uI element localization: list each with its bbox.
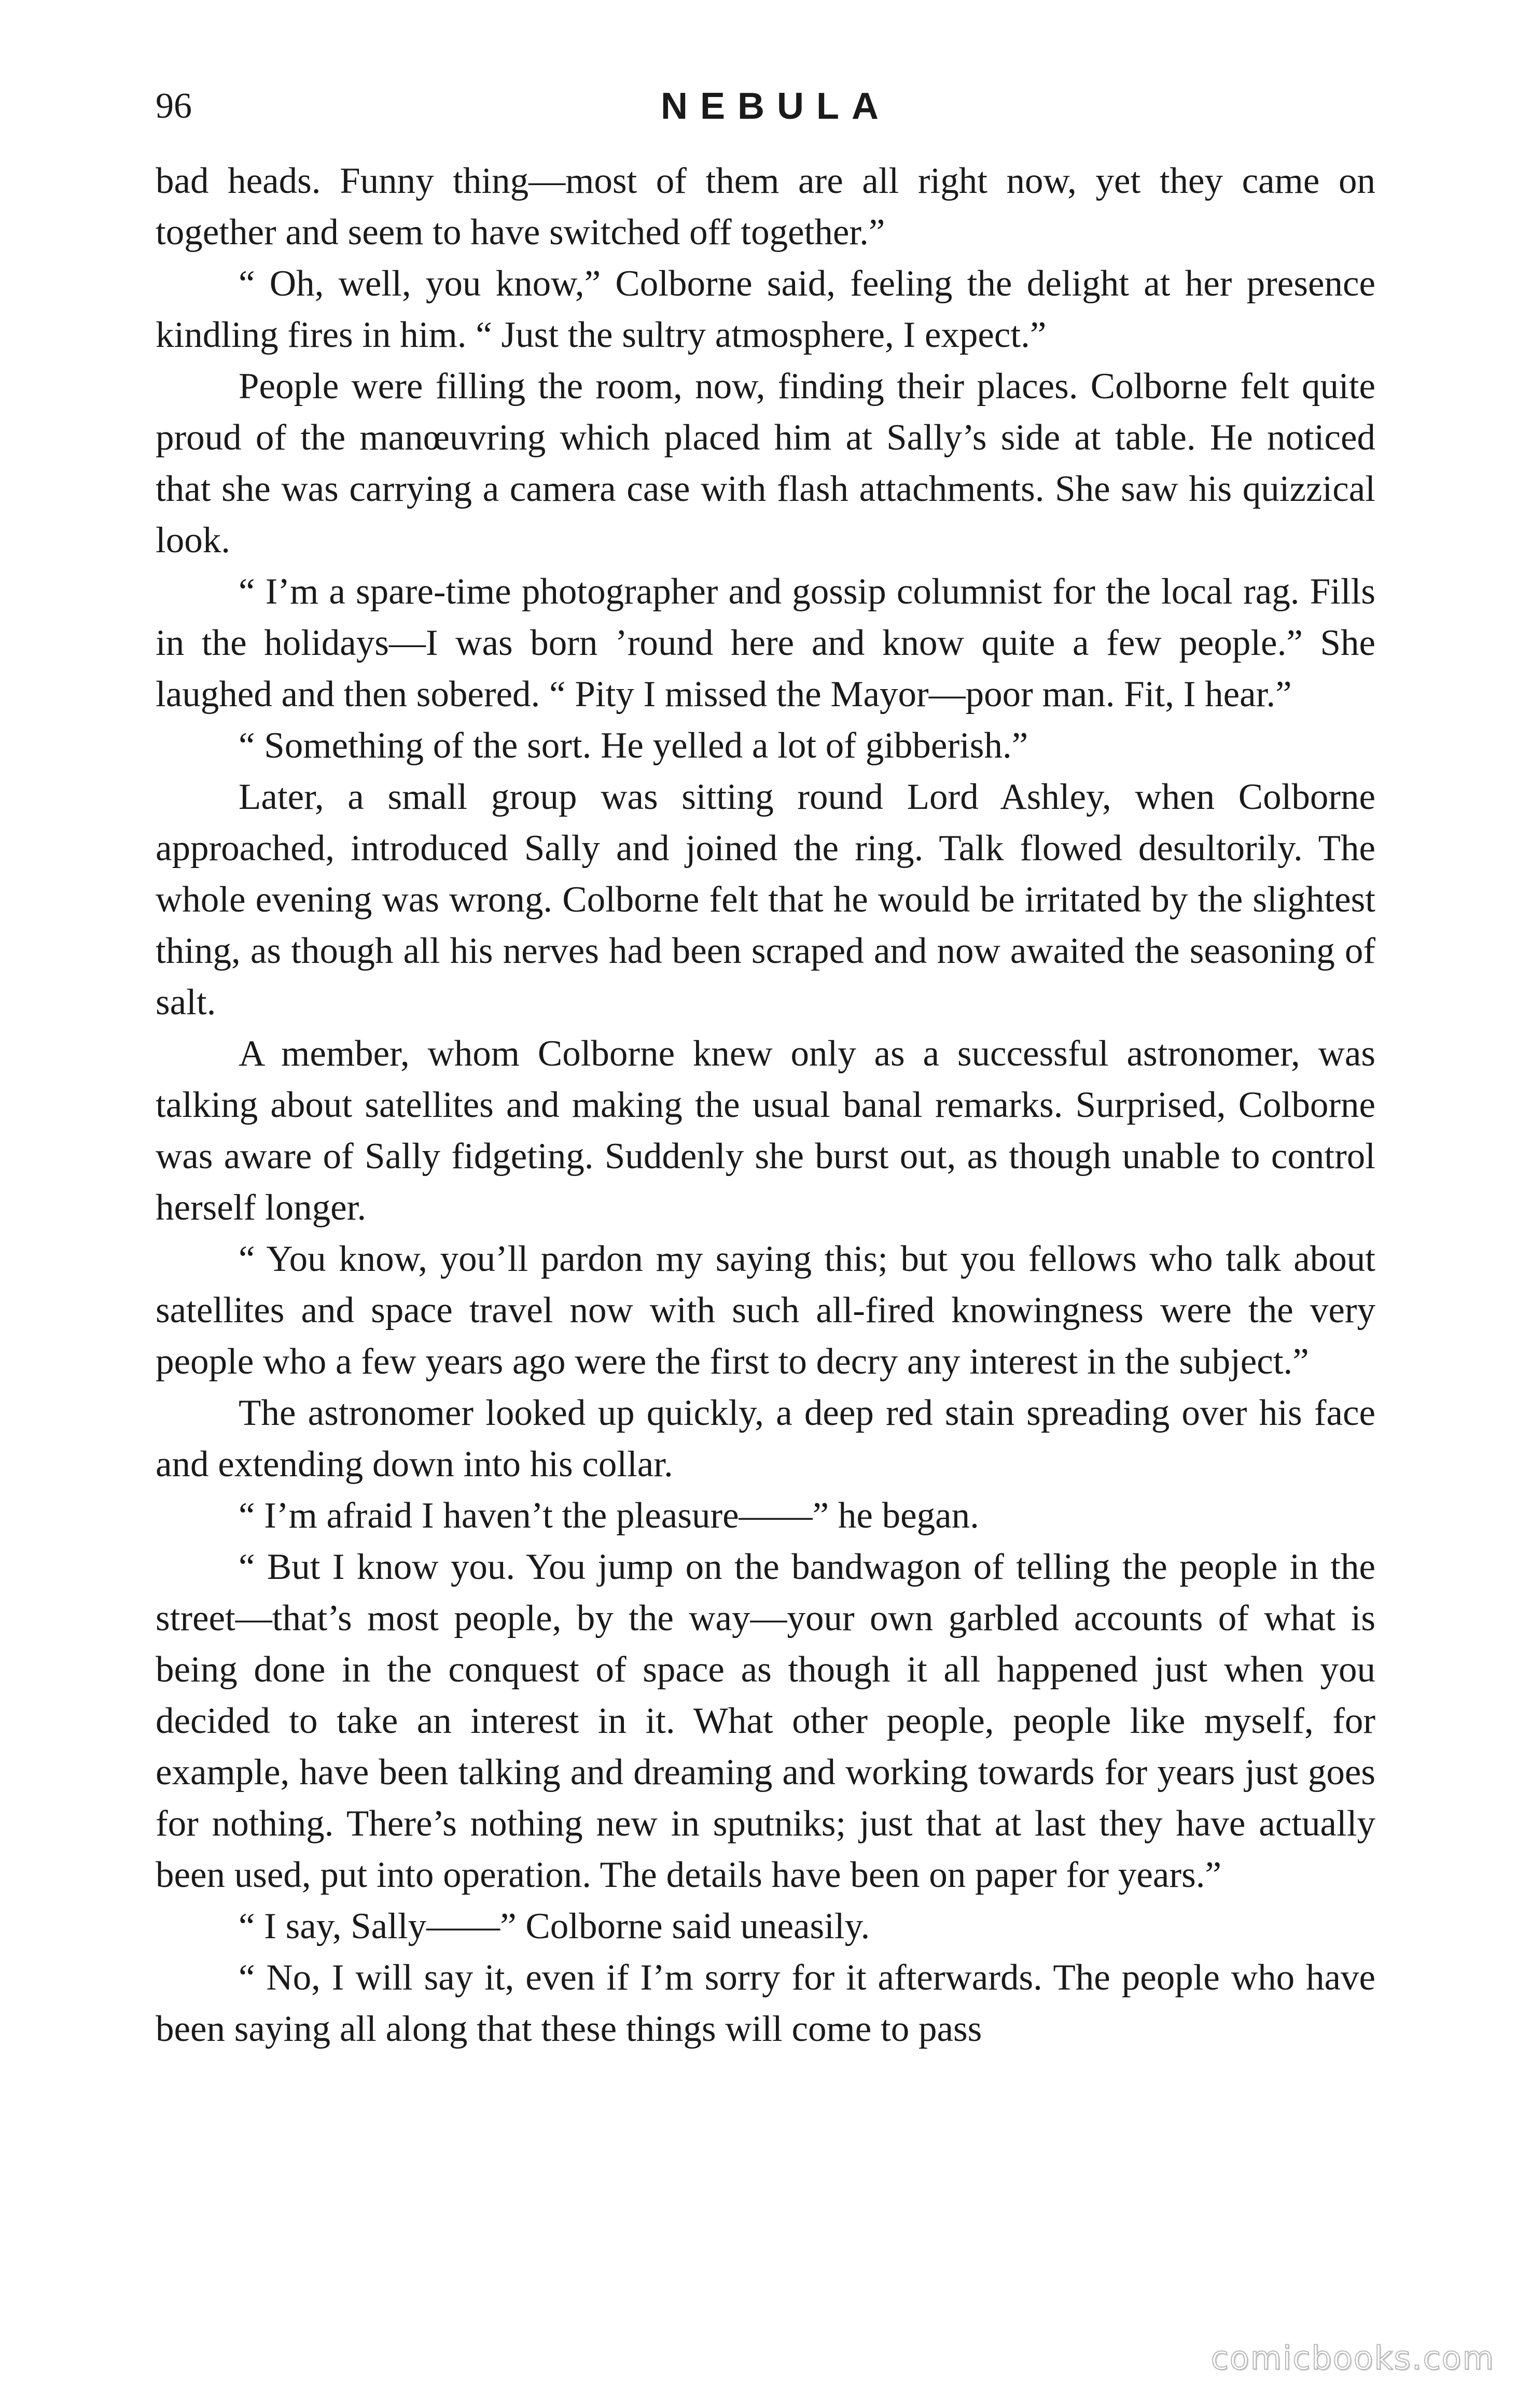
paragraph: People were filling the room, now, finding their places. Colborne felt quite proud of the manœuvring which placed him at Sally’s side at table. He noticed that she was carrying a camera case with flash attachments. She saw his quizzical look. <box>156 366 1375 561</box>
watermark: comicbooks.com <box>1210 2339 1495 2377</box>
paragraph: “ I say, Sally——” Colborne said uneasily. <box>239 1906 870 1947</box>
paragraph: “ I’m a spare-time photographer and gossip columnist for the local rag. Fills in the holidays—I was born ’round here and know quite a few people.” She laughed and then sobered. “ Pity I missed the Mayor—poor man. Fit, I hear.” <box>156 571 1375 715</box>
paragraph: A member, whom Colborne knew only as a successful astronomer, was talking about satellites and making the usual banal remarks. Surprised, Colborne was aware of Sally fidgeting. Suddenly she burst out, as though unable to control herself longer. <box>156 1033 1375 1228</box>
body-text <box>156 156 1375 2055</box>
paragraph: “ But I know you. You jump on the bandwagon of telling the people in the street—that’s most people, by the way—your own garbled accounts of what is being done in the conquest of space as though it all happened just when you decided to take an interest in it. What other people, people like myself, for example, have been talking and dreaming and working towards for years just goes for nothing. There’s nothing new in sputniks; just that at last they have actually been used, put into operation. The details have been on paper for years.” <box>156 1547 1375 1895</box>
paragraph: “ Something of the sort. He yelled a lot of gibberish.” <box>239 725 1028 766</box>
running-title: NEBULA <box>661 86 891 127</box>
page-number: 96 <box>156 86 192 126</box>
paragraph: Later, a small group was sitting round Lord Ashley, when Colborne approached, introduced Sally and joined the ring. Talk flowed desultorily. The whole evening was wrong. Colborne felt that he would be irritated by the slightest thing, as though all his nerves had been scraped and now awaited the seasoning of salt. <box>156 777 1375 1023</box>
page-header <box>156 78 1375 135</box>
paragraph-continued: bad heads. Funny thing—most of them are all right now, yet they came on together and seem to have switched off together.” <box>156 161 1375 253</box>
paragraph: “ Oh, well, you know,” Colborne said, feeling the delight at her presence kindling fires in him. “ Just the sultry atmosphere, I expect.” <box>156 263 1375 355</box>
paragraph: “ No, I will say it, even if I’m sorry for it afterwards. The people who have been saying all along that these things will come to pass <box>156 1957 1375 2049</box>
paragraph: “ I’m afraid I haven’t the pleasure——” he began. <box>239 1495 979 1536</box>
paragraph: The astronomer looked up quickly, a deep red stain spreading over his face and extending down into his collar. <box>156 1393 1375 1485</box>
paragraph: “ You know, you’ll pardon my saying this; but you fellows who talk about satellites and space travel now with such all-fired knowingness were the very people who a few years ago were the first to decry any interest in the subject.” <box>156 1239 1375 1382</box>
